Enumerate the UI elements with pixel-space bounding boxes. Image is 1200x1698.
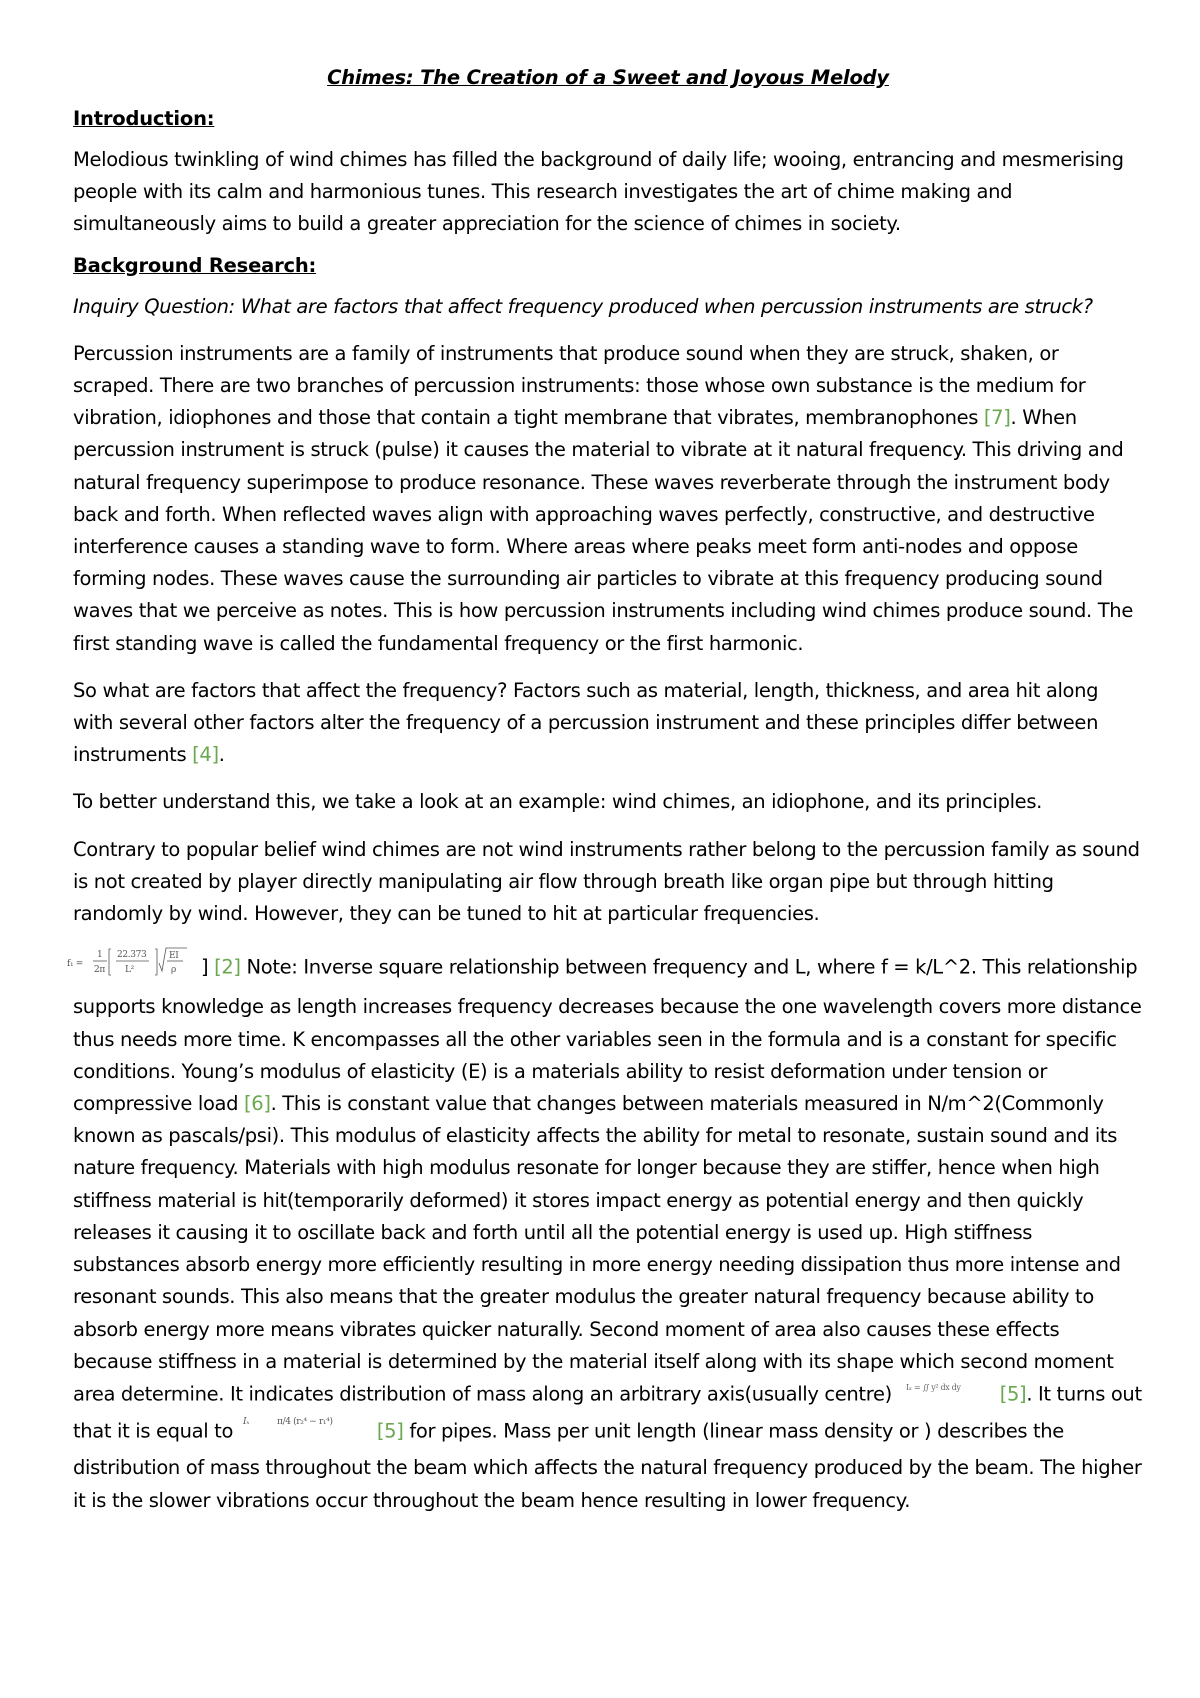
- page-title: Chimes: The Creation of a Sweet and Joyous Melody: [327, 66, 889, 89]
- paragraph-text: Note: Inverse square relationship between frequency and L, where f = k/L^2. This relationship supports knowledge as length increases frequency decreases because the one wavelength covers more distance thus needs more time. K encompasses all the other variables seen in the formula and is a constant for specific conditions. Young’s modulus of elasticity (E) is a materials ability to resist deformation under tension or compressive load: [73, 955, 1142, 1116]
- frequency-formula-image: [67, 945, 197, 991]
- formula-one: 1: [97, 950, 103, 961]
- paragraph-text: So what are factors that affect the frequency? Factors such as material, length, thickness, and area hit along with several other factors alter the frequency of a percussion instrument and these principles differ between instruments: [73, 678, 1099, 767]
- inquiry-question: Inquiry Question: What are factors that affect frequency produced when percussion instruments are struck?: [73, 294, 1093, 318]
- document-page: [67, 66, 1143, 1532]
- citation-7: [7]: [983, 406, 1011, 430]
- citation-2: [2]: [214, 955, 241, 979]
- second-moment-text: Iₓ = ∬ y² dx dy: [905, 1382, 961, 1392]
- formula-left: f₁ =: [67, 959, 83, 970]
- introduction-heading: Introduction:: [73, 107, 215, 130]
- paragraph-text: . This is constant value that changes between materials measured in N/m^2(Commonly known as pascals/psi). This modulus of elasticity affects the ability for metal to resonate, sustain sound and its nature frequency. Materials with high modulus resonate for longer because they are stiffer, hence when high stiffness material is hit(temporarily deformed) it stores impact energy as potential energy and then quickly releases it causing it to oscillate back and forth until all the potential energy is used up. High stiffness substances absorb energy more efficiently resulting in more energy needing dissipation thus more intense and resonant sounds. This also means that the greater modulus the greater natural frequency because ability to absorb energy more means vibrates quicker naturally. Second moment of area also causes these effects because stiffness in a material is determined by the material itself along with its shape which second moment area determine. It indicates distribution of mass along an arbitrary axis(usually centre): [73, 1092, 1121, 1406]
- citation-4: [4]: [192, 743, 219, 767]
- paragraph-text: . It turns out that it is equal to: [73, 1382, 1142, 1443]
- factors-paragraph: [73, 675, 1143, 772]
- paragraph-text: . When percussion instrument is struck (pulse) it causes the material to vibrate at it natural frequency. This driving and natural frequency superimpose to produce resonance. These waves reverberate through the instrument body back and forth. When reflected waves align with approaching waves perfectly, constructive, and destructive interference causes a standing wave to form. Where areas where peaks meet form anti-nodes and oppose forming nodes. These waves cause the surrounding air particles to vibrate at this frequency producing sound waves that we perceive as notes. This is how percussion instruments including wind chimes produce sound. The first standing wave is called the fundamental frequency or the first harmonic.: [73, 406, 1133, 655]
- percussion-paragraph: [73, 338, 1143, 660]
- pipe-formula-svg: [241, 1412, 371, 1442]
- wind-chimes-paragraph: Contrary to popular belief wind chimes are not wind instruments rather belong to the percussion family as sound is not created by player directly manipulating air flow through breath like organ pipe but through hitting randomly by wind. However, they can be tuned to hit at particular frequencies.: [73, 837, 1140, 926]
- physics-paragraph: [67, 945, 1143, 1516]
- formula-two-pi: 2π: [94, 965, 105, 976]
- pipe-formula-image: [241, 1412, 371, 1452]
- pipe-formula-i: Iₓ: [242, 1417, 249, 1428]
- citation-5a: [5]: [999, 1382, 1027, 1406]
- example-paragraph: To better understand this, we take a look at an example: wind chimes, an idiophone, and its principles.: [73, 790, 1042, 814]
- formula-coef: 22.373: [117, 950, 147, 961]
- paragraph-text: Percussion instruments are a family of instruments that produce sound when they are struck, shaken, or scraped. There are two branches of percussion instruments: those whose own substance is the medium for vibration, idiophones and those that contain a tight membrane that vibrates, membranophones: [73, 341, 1086, 430]
- introduction-paragraph: Melodious twinkling of wind chimes has filled the background of daily life; wooing, entrancing and mesmerising people with its calm and harmonious tunes. This research investigates the art of chime making and simultaneously aims to build a greater appreciation for the science of chimes in society.: [73, 148, 1124, 236]
- formula-ei: EI: [169, 951, 179, 962]
- second-moment-formula-image: [904, 1378, 994, 1412]
- formula-l2: L²: [125, 965, 134, 976]
- citation-6: [6]: [244, 1092, 271, 1116]
- pipe-formula-text: π/4 (r₂⁴ − r₁⁴): [276, 1417, 333, 1428]
- background-heading: Background Research:: [73, 253, 317, 277]
- second-moment-svg: [904, 1378, 994, 1402]
- bracket: ]: [201, 955, 215, 979]
- paragraph-text: .: [218, 743, 225, 767]
- citation-5b: [5]: [376, 1419, 404, 1443]
- paragraph-text: for pipes. Mass per unit length (linear mass density or ) describes the distribution of mass throughout the beam which affects the natural frequency produced by the beam. The higher it is the slower vibrations occur throughout the beam hence resulting in lower frequency.: [73, 1419, 1142, 1512]
- formula-rho: ρ: [171, 965, 176, 976]
- frequency-formula-svg: [67, 945, 197, 981]
